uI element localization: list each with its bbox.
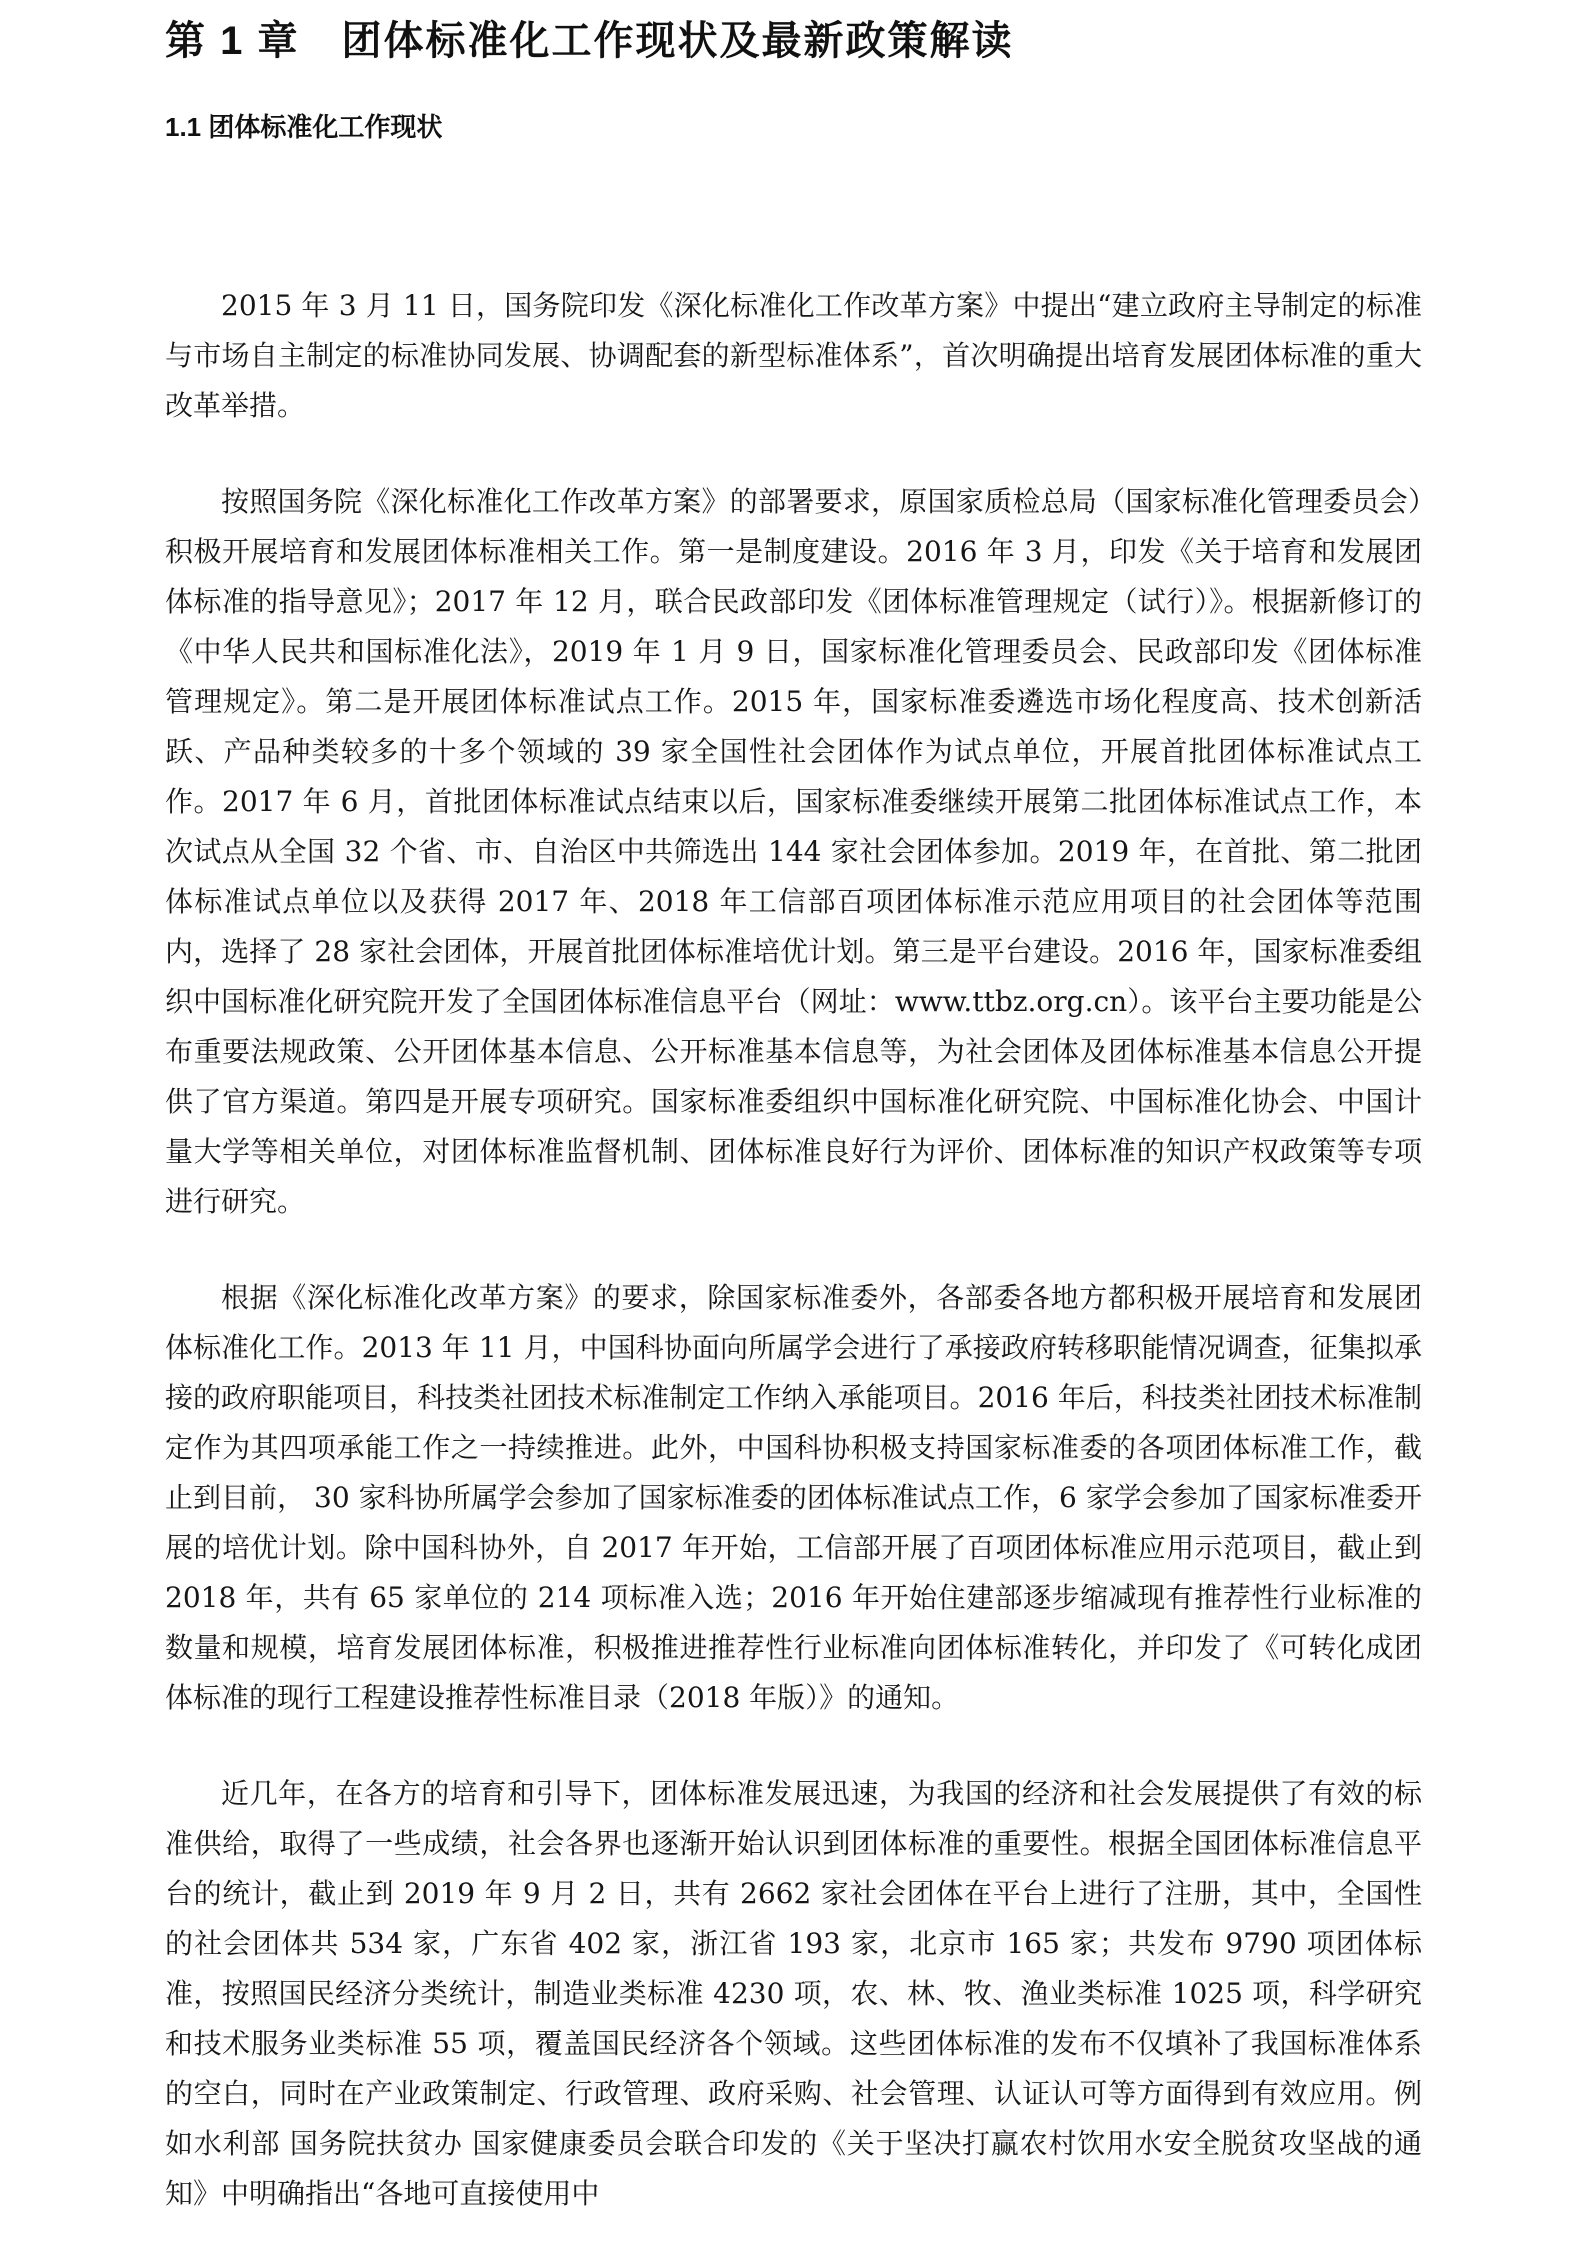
section-heading: 1.1 团体标准化工作现状 [165, 112, 443, 142]
body-text [165, 281, 1422, 2219]
chapter-title: 第 1 章 团体标准化工作现状及最新政策解读 [165, 19, 1014, 63]
paragraph-3: 根据《深化标准化改革方案》的要求，除国家标准委外，各部委各地方都积极开展培育和发展团体标准化工作。2013 年 11 月，中国科协面向所属学会进行了承接政府转移职能情况调查，征集拟承接的政府职能项目，科技类社团技术标准制定工作纳入承能项目。2016 年后，科技类社团技术标准制定作为其四项承能工作之一持续推进。此外，中国科协积极支持国家标准委的各项团体标准工作，截止到目前， 30 家科协所属学会参加了国家标准委的团体标准试点工作，6 家学会参加了国家标准委开展的培优计划。除中国科协外，自 2017 年开始，工信部开展了百项团体标准应用示范项目，截止到 2018 年，共有 65 家单位的 214 项标准入选；2016 年开始住建部逐步缩减现有推荐性行业标准的数量和规模，培育发展团体标准，积极推进推荐性行业标准向团体标准转化，并印发了《可转化成团体标准的现行工程建设推荐性标准目录（2018 年版）》的通知。 [165, 1281, 1422, 1715]
paragraph-1: 2015 年 3 月 11 日，国务院印发《深化标准化工作改革方案》中提出“建立政府主导制定的标准与市场自主制定的标准协同发展、协调配套的新型标准体系”，首次明确提出培育发展团体标准的重大改革举措。 [165, 289, 1422, 423]
paragraph-2: 按照国务院《深化标准化工作改革方案》的部署要求，原国家质检总局（国家标准化管理委员会）积极开展培育和发展团体标准相关工作。第一是制度建设。2016 年 3 月，印发《关于培育和发展团体标准的指导意见》；2017 年 12 月，联合民政部印发《团体标准管理规定（试行）》。根据新修订的《中华人民共和国标准化法》，2019 年 1 月 9 日，国家标准化管理委员会、民政部印发《团体标准管理规定》。第二是开展团体标准试点工作。2015 年，国家标准委遴选市场化程度高、技术创新活跃、产品种类较多的十多个领域的 39 家全国性社会团体作为试点单位，开展首批团体标准试点工作。2017 年 6 月，首批团体标准试点结束以后，国家标准委继续开展第二批团体标准试点工作，本次试点从全国 32 个省、市、自治区中共筛选出 144 家社会团体参加。2019 年，在首批、第二批团体标准试点单位以及获得 2017 年、2018 年工信部百项团体标准示范应用项目的社会团体等范围内，选择了 28 家社会团体，开展首批团体标准培优计划。第三是平台建设。2016 年，国家标准委组织中国标准化研究院开发了全国团体标准信息平台（网址：www.ttbz.org.cn）。该平台主要功能是公布重要法规政策、公开团体基本信息、公开标准基本信息等，为社会团体及团体标准基本信息公开提供了官方渠道。第四是开展专项研究。国家标准委组织中国标准化研究院、中国标准化协会、中国计量大学等相关单位，对团体标准监督机制、团体标准良好行为评价、团体标准的知识产权政策等专项进行研究。 [165, 485, 1422, 1219]
paragraph-4: 近几年，在各方的培育和引导下，团体标准发展迅速，为我国的经济和社会发展提供了有效的标准供给，取得了一些成绩，社会各界也逐渐开始认识到团体标准的重要性。根据全国团体标准信息平台的统计，截止到 2019 年 9 月 2 日，共有 2662 家社会团体在平台上进行了注册，其中，全国性的社会团体共 534 家，广东省 402 家，浙江省 193 家，北京市 165 家；共发布 9790 项团体标准，按照国民经济分类统计，制造业类标准 4230 项，农、林、牧、渔业类标准 1025 项，科学研究和技术服务业类标准 55 项，覆盖国民经济各个领域。这些团体标准的发布不仅填补了我国标准体系的空白，同时在产业政策制定、行政管理、政府采购、社会管理、认证认可等方面得到有效应用。例如水利部 国务院扶贫办 国家健康委员会联合印发的《关于坚决打赢农村饮用水安全脱贫攻坚战的通知》中明确指出“各地可直接使用中 [165, 1777, 1422, 2211]
